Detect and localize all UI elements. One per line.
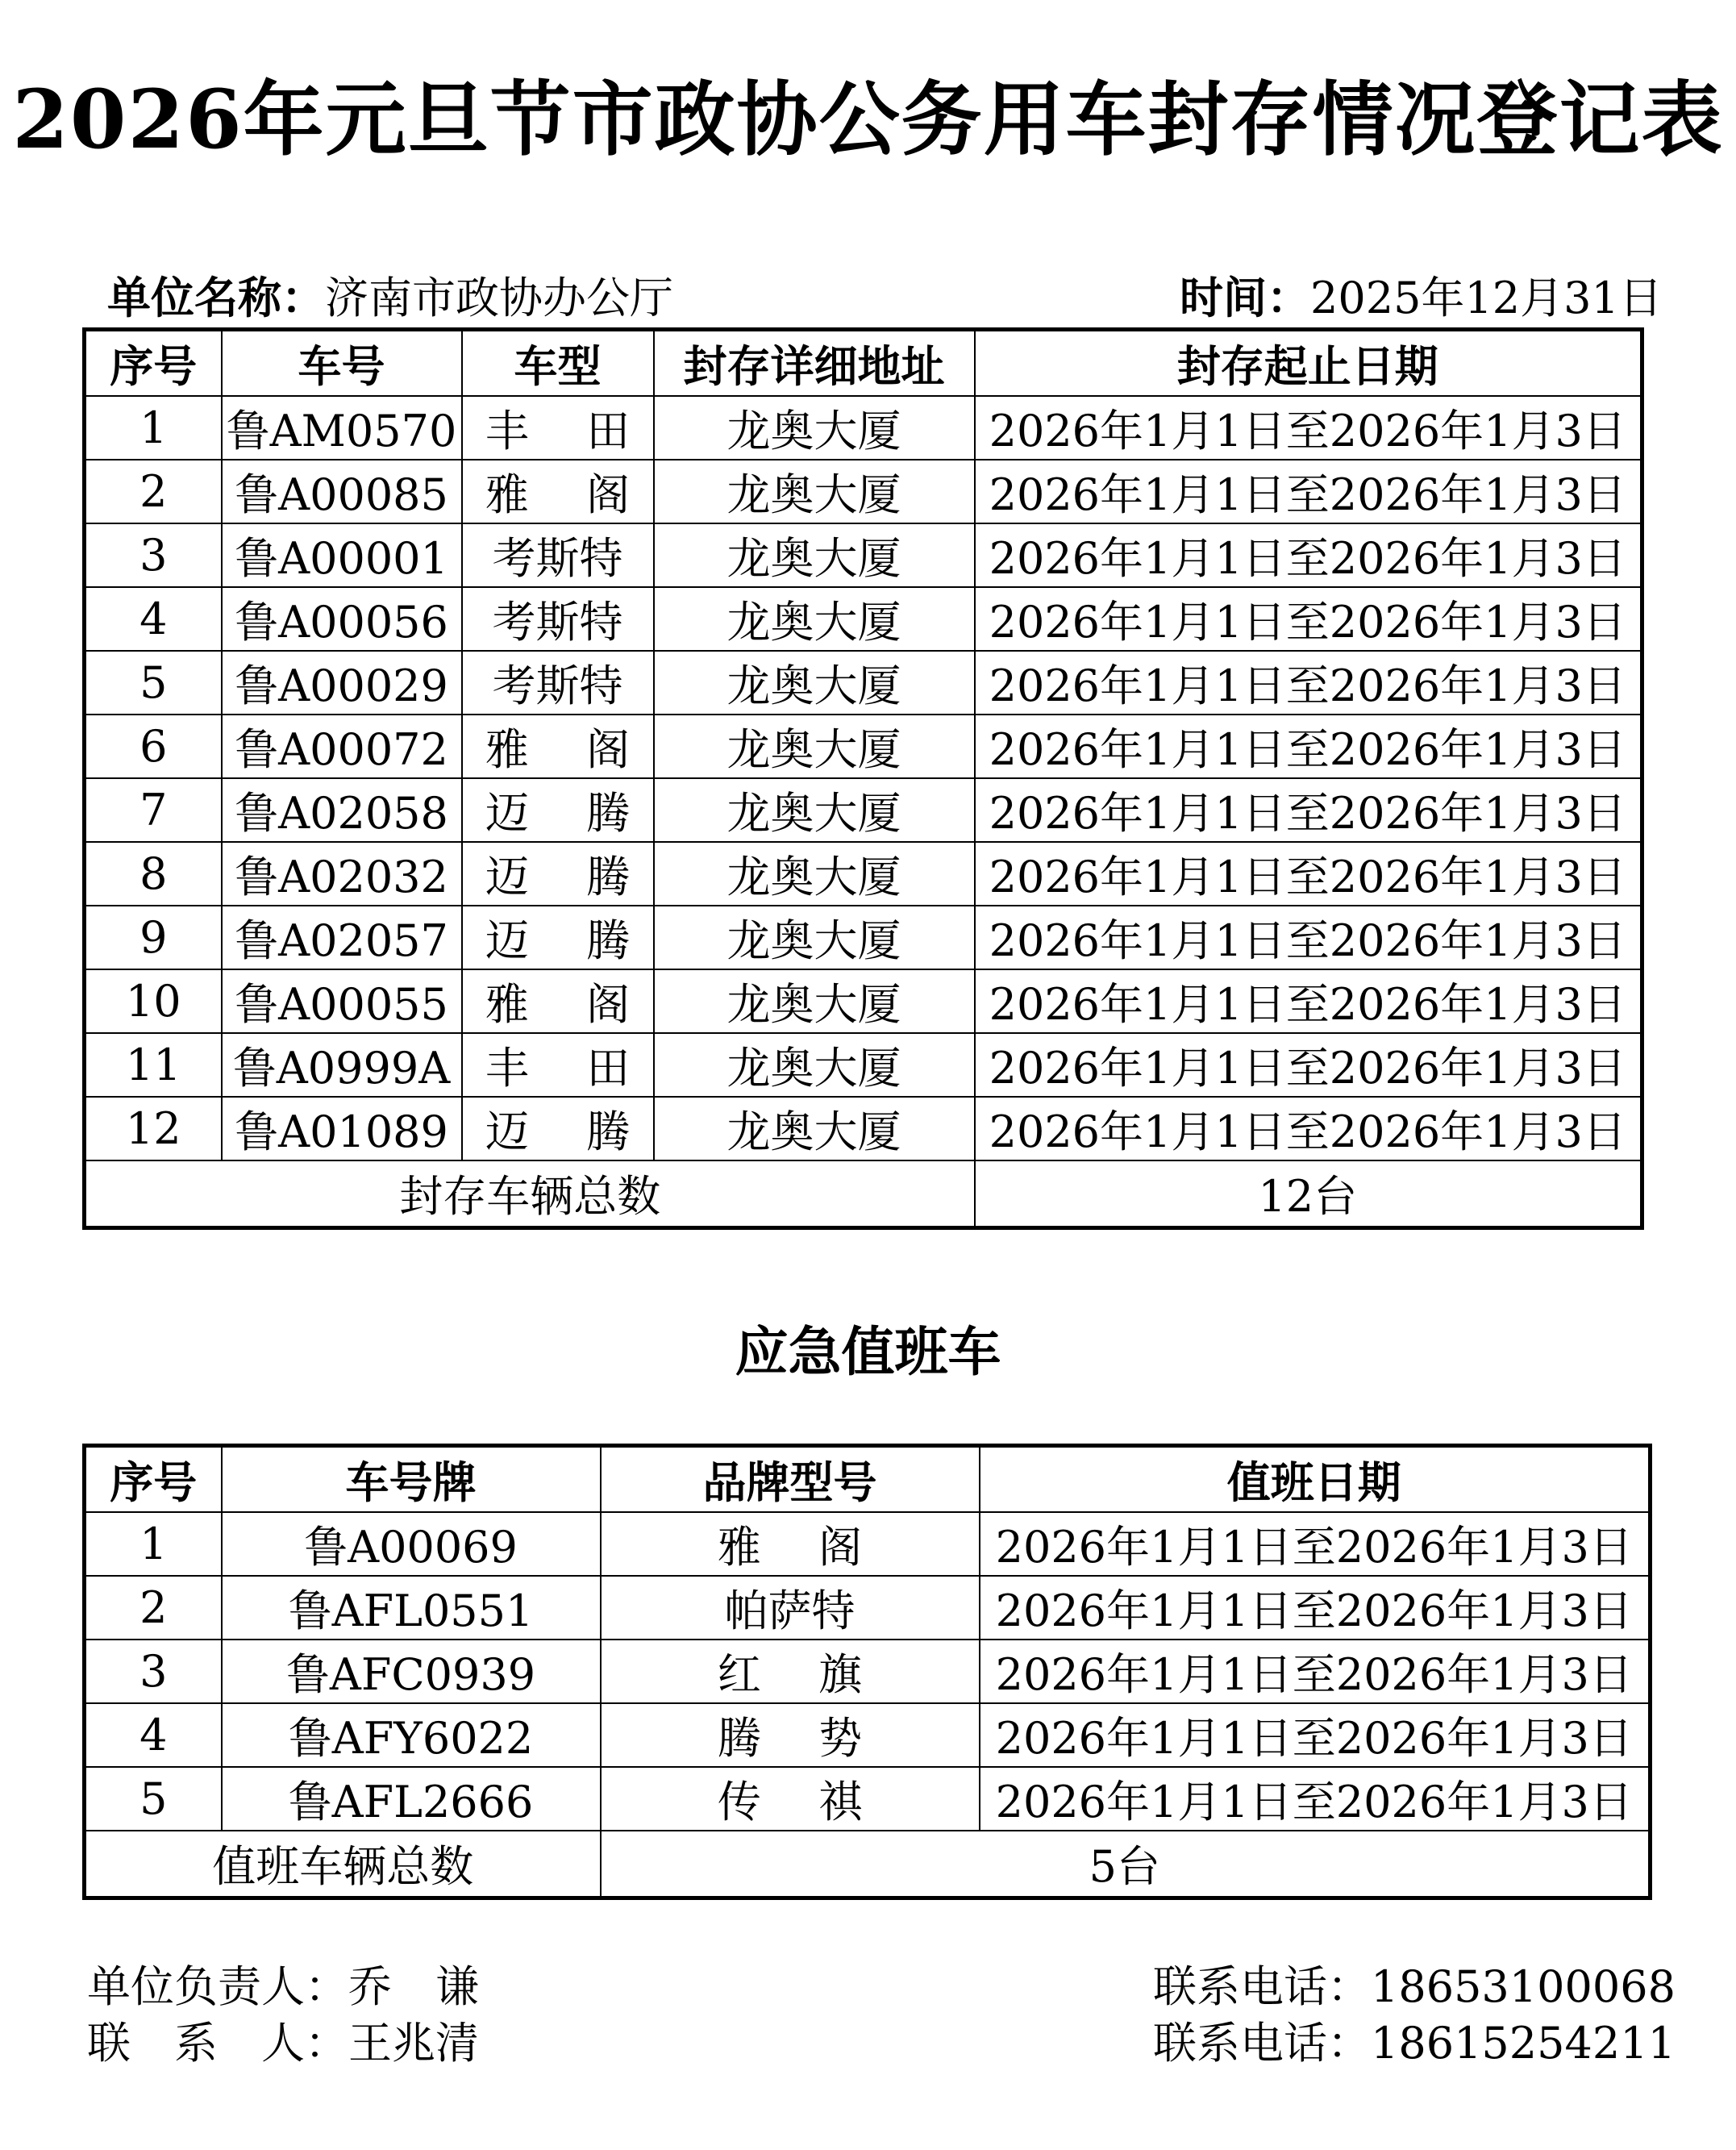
cell-address: 龙奥大厦 <box>654 460 975 523</box>
cell-model: 考斯特 <box>462 587 654 651</box>
record-time <box>1180 270 1663 327</box>
table-header-row <box>85 330 1642 396</box>
cell-plate: 鲁A00085 <box>222 460 462 523</box>
cell-address: 龙奥大厦 <box>654 651 975 715</box>
cell-index: 10 <box>85 969 222 1033</box>
table-row <box>85 587 1642 651</box>
cell-plate: 鲁A00056 <box>222 587 462 651</box>
cell-model: 雅 阁 <box>462 715 654 778</box>
cell-brand: 腾 势 <box>601 1703 980 1767</box>
document-title: 2026年元旦节市政协公务用车封存情况登记表 <box>12 72 1724 167</box>
cell-address: 龙奥大厦 <box>654 969 975 1033</box>
cell-index: 7 <box>85 778 222 842</box>
cell-duty-date: 2026年1月1日至2026年1月3日 <box>980 1512 1651 1576</box>
cell-plate: 鲁AFC0939 <box>222 1640 601 1703</box>
header-plate: 车号牌 <box>222 1446 601 1512</box>
cell-date-range: 2026年1月1日至2026年1月3日 <box>975 651 1642 715</box>
cell-index: 6 <box>85 715 222 778</box>
cell-model: 丰 田 <box>462 1033 654 1097</box>
table-row <box>85 1576 1651 1640</box>
leader-phone-label: 联系电话： <box>1153 1961 1371 2012</box>
cell-model: 考斯特 <box>462 523 654 587</box>
cell-date-range: 2026年1月1日至2026年1月3日 <box>975 1033 1642 1097</box>
table-row <box>85 651 1642 715</box>
table-row <box>85 842 1642 906</box>
cell-date-range: 2026年1月1日至2026年1月3日 <box>975 906 1642 969</box>
table-row <box>85 1512 1651 1576</box>
cell-brand: 帕萨特 <box>601 1576 980 1640</box>
table-header-row <box>85 1446 1651 1512</box>
cell-plate: 鲁A00029 <box>222 651 462 715</box>
unit-name <box>107 270 673 327</box>
cell-address: 龙奥大厦 <box>654 778 975 842</box>
record-time-label: 时间： <box>1180 273 1310 323</box>
cell-address: 龙奥大厦 <box>654 587 975 651</box>
cell-plate: 鲁AM0570 <box>222 396 462 460</box>
table-row <box>85 1640 1651 1703</box>
header-duty-date: 值班日期 <box>980 1446 1651 1512</box>
unit-leader-name: 乔 谦 <box>348 1961 479 2012</box>
cell-model: 迈 腾 <box>462 906 654 969</box>
duty-vehicles-table <box>82 1444 1652 1900</box>
cell-index: 1 <box>85 1512 222 1576</box>
cell-plate: 鲁A0999A <box>222 1033 462 1097</box>
contact-phone <box>1153 2016 1676 2071</box>
table-row <box>85 1703 1651 1767</box>
cell-plate: 鲁A02057 <box>222 906 462 969</box>
cell-brand: 雅 阁 <box>601 1512 980 1576</box>
cell-plate: 鲁A02032 <box>222 842 462 906</box>
cell-model: 雅 阁 <box>462 969 654 1033</box>
unit-leader <box>87 1960 479 2015</box>
cell-brand: 红 旗 <box>601 1640 980 1703</box>
cell-index: 2 <box>85 1576 222 1640</box>
cell-plate: 鲁A00001 <box>222 523 462 587</box>
cell-index: 1 <box>85 396 222 460</box>
cell-date-range: 2026年1月1日至2026年1月3日 <box>975 1097 1642 1160</box>
cell-duty-date: 2026年1月1日至2026年1月3日 <box>980 1703 1651 1767</box>
cell-model: 丰 田 <box>462 396 654 460</box>
table-row <box>85 715 1642 778</box>
total-value: 12台 <box>975 1160 1642 1228</box>
header-plate: 车号 <box>222 330 462 396</box>
cell-index: 11 <box>85 1033 222 1097</box>
table-row <box>85 396 1642 460</box>
cell-model: 迈 腾 <box>462 842 654 906</box>
cell-date-range: 2026年1月1日至2026年1月3日 <box>975 842 1642 906</box>
cell-address: 龙奥大厦 <box>654 1033 975 1097</box>
cell-date-range: 2026年1月1日至2026年1月3日 <box>975 460 1642 523</box>
cell-plate: 鲁AFL2666 <box>222 1767 601 1831</box>
header-date-range: 封存起止日期 <box>975 330 1642 396</box>
cell-index: 5 <box>85 651 222 715</box>
contact-phone-number: 18615254211 <box>1371 2018 1676 2069</box>
header-brand: 品牌型号 <box>601 1446 980 1512</box>
cell-index: 3 <box>85 523 222 587</box>
header-model: 车型 <box>462 330 654 396</box>
cell-address: 龙奥大厦 <box>654 715 975 778</box>
unit-name-label: 单位名称： <box>107 273 325 323</box>
record-time-value: 2025年12月31日 <box>1310 273 1663 323</box>
cell-model: 考斯特 <box>462 651 654 715</box>
cell-date-range: 2026年1月1日至2026年1月3日 <box>975 523 1642 587</box>
unit-name-value: 济南市政协办公厅 <box>325 273 673 323</box>
cell-address: 龙奥大厦 <box>654 906 975 969</box>
contact-person-label: 联 系 人： <box>87 2018 348 2069</box>
total-label: 值班车辆总数 <box>85 1831 601 1898</box>
cell-index: 2 <box>85 460 222 523</box>
cell-address: 龙奥大厦 <box>654 523 975 587</box>
cell-index: 4 <box>85 1703 222 1767</box>
cell-date-range: 2026年1月1日至2026年1月3日 <box>975 778 1642 842</box>
leader-phone-number: 18653100068 <box>1371 1961 1676 2012</box>
cell-duty-date: 2026年1月1日至2026年1月3日 <box>980 1767 1651 1831</box>
table-row <box>85 1033 1642 1097</box>
duty-section-title: 应急值班车 <box>735 1321 1001 1383</box>
cell-duty-date: 2026年1月1日至2026年1月3日 <box>980 1576 1651 1640</box>
leader-phone <box>1153 1960 1676 2015</box>
table-row <box>85 1097 1642 1160</box>
contact-person <box>87 2016 479 2071</box>
table-row <box>85 906 1642 969</box>
cell-model: 迈 腾 <box>462 1097 654 1160</box>
cell-plate: 鲁AFL0551 <box>222 1576 601 1640</box>
header-index: 序号 <box>85 330 222 396</box>
cell-address: 龙奥大厦 <box>654 842 975 906</box>
header-address: 封存详细地址 <box>654 330 975 396</box>
cell-index: 8 <box>85 842 222 906</box>
cell-index: 3 <box>85 1640 222 1703</box>
cell-date-range: 2026年1月1日至2026年1月3日 <box>975 969 1642 1033</box>
cell-date-range: 2026年1月1日至2026年1月3日 <box>975 396 1642 460</box>
cell-brand: 传 祺 <box>601 1767 980 1831</box>
header-index: 序号 <box>85 1446 222 1512</box>
contact-phone-label: 联系电话： <box>1153 2018 1371 2069</box>
cell-address: 龙奥大厦 <box>654 396 975 460</box>
cell-index: 9 <box>85 906 222 969</box>
table-row <box>85 969 1642 1033</box>
cell-address: 龙奥大厦 <box>654 1097 975 1160</box>
cell-model: 雅 阁 <box>462 460 654 523</box>
total-row <box>85 1831 1651 1898</box>
contact-person-name: 王兆清 <box>348 2018 479 2069</box>
total-row <box>85 1160 1642 1228</box>
table-row <box>85 1767 1651 1831</box>
table-row <box>85 460 1642 523</box>
sealed-vehicles-table <box>82 327 1644 1230</box>
cell-duty-date: 2026年1月1日至2026年1月3日 <box>980 1640 1651 1703</box>
unit-leader-label: 单位负责人： <box>87 1961 348 2012</box>
table-row <box>85 523 1642 587</box>
cell-model: 迈 腾 <box>462 778 654 842</box>
cell-date-range: 2026年1月1日至2026年1月3日 <box>975 587 1642 651</box>
total-value: 5台 <box>601 1831 1651 1898</box>
cell-plate: 鲁A00069 <box>222 1512 601 1576</box>
cell-plate: 鲁A00055 <box>222 969 462 1033</box>
table-row <box>85 778 1642 842</box>
cell-index: 4 <box>85 587 222 651</box>
cell-plate: 鲁A01089 <box>222 1097 462 1160</box>
cell-plate: 鲁AFY6022 <box>222 1703 601 1767</box>
cell-date-range: 2026年1月1日至2026年1月3日 <box>975 715 1642 778</box>
cell-index: 5 <box>85 1767 222 1831</box>
cell-plate: 鲁A00072 <box>222 715 462 778</box>
total-label: 封存车辆总数 <box>85 1160 975 1228</box>
cell-plate: 鲁A02058 <box>222 778 462 842</box>
cell-index: 12 <box>85 1097 222 1160</box>
